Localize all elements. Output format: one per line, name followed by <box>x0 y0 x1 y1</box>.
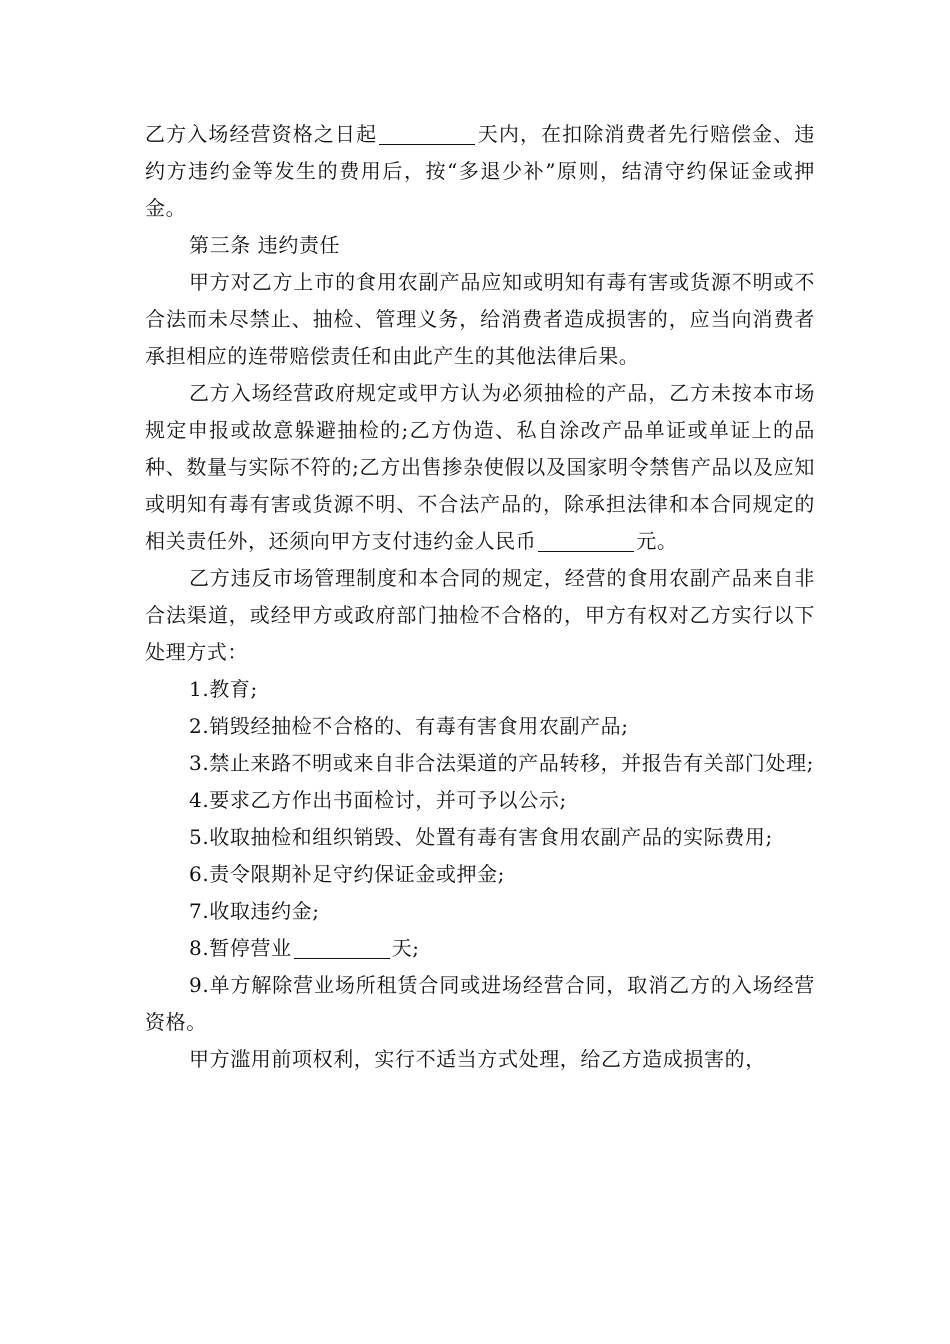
list-item-2: 2.销毁经抽检不合格的、有毒有害食用农副产品; <box>189 714 629 738</box>
paragraph-text: 元。 <box>636 529 678 553</box>
list-item-9: 9.单方解除营业场所租赁合同或进场经营合同，取消乙方的入场经营资格。 <box>145 973 815 1034</box>
list-item-4: 4.要求乙方作出书面检讨，并可予以公示; <box>189 788 567 812</box>
paragraph-text: 天内，在扣除消费者先行赔偿金、违约方违约金等发生的费用后，按“多退少补”原则，结清守约保证金或押金。 <box>145 122 815 220</box>
paragraph-deposit-settlement <box>145 116 815 227</box>
paragraph-handling-measures-intro: 乙方违反市场管理制度和本合同的规定，经营的食用农副产品来自非合法渠道，或经甲方或政府部门抽检不合格的，甲方有权对乙方实行以下处理方式： <box>145 566 815 664</box>
paragraph-text: 天; <box>391 936 420 960</box>
list-item-5: 5.收取抽检和组织销毁、处置有毒有害食用农副产品的实际费用; <box>189 825 773 849</box>
paragraph-party-b-penalty <box>145 375 815 560</box>
paragraph-party-a-liability: 甲方对乙方上市的食用农副产品应知或明知有毒有害或货源不明或不合法而未尽禁止、抽检、管理义务，给消费者造成损害的，应当向消费者承担相应的连带赔偿责任和由此产生的其他法律后果。 <box>145 270 815 368</box>
list-item-1: 1.教育; <box>189 677 258 701</box>
list-item-7: 7.收取违约金; <box>189 899 320 923</box>
paragraph-text: 乙方入场经营政府规定或甲方认为必须抽检的产品，乙方未按本市场规定申报或故意躲避抽检的;乙方伪造、私自涂改产品单证或单证上的品种、数量与实际不符的;乙方出售掺杂使假以及国家明令禁售产品以及应知或明知有毒有害或货源不明、不合法产品的，除承担法律和本合同规定的相关责任外，还须向甲方支付违约金人民币 <box>145 381 815 553</box>
fill-blank-days <box>379 122 475 145</box>
paragraph-text: 8.暂停营业 <box>189 936 292 960</box>
paragraph-text: 乙方入场经营资格之日起 <box>145 122 378 146</box>
document-body <box>145 116 815 1078</box>
section-heading-article-3: 第三条 违约责任 <box>189 233 341 257</box>
fill-blank-days <box>294 936 390 959</box>
list-item-3: 3.禁止来路不明或来自非合法渠道的产品转移，并报告有关部门处理; <box>189 751 815 775</box>
fill-blank-amount <box>538 529 634 552</box>
list-item-6: 6.责令限期补足守约保证金或押金; <box>189 862 506 886</box>
paragraph-abuse-of-rights: 甲方滥用前项权利，实行不适当方式处理，给乙方造成损害的， <box>189 1047 766 1071</box>
list-item-8 <box>145 930 815 967</box>
